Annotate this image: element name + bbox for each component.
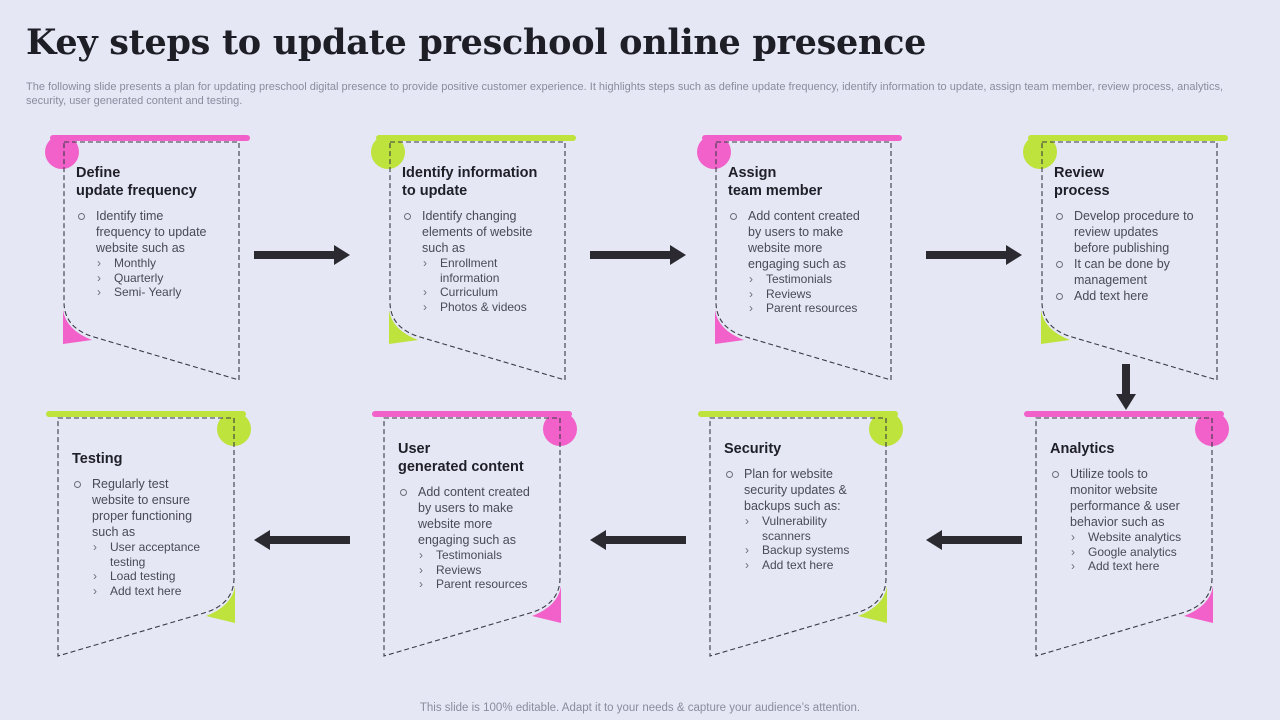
step-sub-item: › Photos & videos bbox=[422, 300, 562, 315]
arrow-right-icon bbox=[926, 245, 1022, 265]
step-bullet bbox=[728, 208, 888, 316]
arrow-left-icon bbox=[926, 530, 1022, 550]
step-bullet-list bbox=[728, 208, 888, 316]
step-sub-item: › Quarterly bbox=[96, 271, 236, 286]
step-sub-list bbox=[744, 514, 884, 572]
step-bullet-list bbox=[76, 208, 236, 300]
card-content bbox=[402, 164, 562, 314]
step-title: Identify information to update bbox=[402, 165, 538, 199]
step-sub-item: › Load testing bbox=[92, 569, 232, 584]
step-sub-item: › Enrollment information bbox=[422, 256, 562, 285]
step-bullet-text: Identify time frequency to update website such as bbox=[96, 209, 207, 255]
card-accent-bar bbox=[46, 411, 246, 417]
step-card-user-generated-content bbox=[370, 408, 580, 658]
step-bullet-list bbox=[402, 208, 562, 314]
arrow-left-icon bbox=[254, 530, 350, 550]
step-sub-item: › Testimonials bbox=[418, 548, 558, 563]
step-bullet bbox=[72, 476, 232, 598]
step-bullet-text: Add content created by users to make website more engaging such as bbox=[418, 485, 530, 547]
step-bullet-text: It can be done by management bbox=[1074, 257, 1170, 287]
step-bullet bbox=[398, 484, 558, 592]
step-title: User generated content bbox=[398, 441, 524, 475]
card-content bbox=[1054, 164, 1214, 304]
footer-note: This slide is 100% editable. Adapt it to your needs & capture your audience’s attention. bbox=[419, 702, 861, 714]
step-bullet bbox=[76, 208, 236, 300]
step-sub-list bbox=[92, 540, 232, 598]
arrow-left-icon bbox=[590, 530, 686, 550]
card-accent-corner bbox=[858, 586, 887, 623]
step-bullet-list bbox=[398, 484, 558, 592]
step-sub-item: › Vulnerability scanners bbox=[744, 514, 884, 543]
arrow-right-icon bbox=[590, 245, 686, 265]
card-content bbox=[76, 164, 236, 300]
step-bullet-text: Develop procedure to review updates before publishing bbox=[1074, 209, 1194, 255]
step-bullet-text: Plan for website security updates & backups such as: bbox=[744, 467, 847, 513]
card-accent-bar bbox=[372, 411, 572, 417]
step-title: Define update frequency bbox=[76, 165, 197, 199]
card-accent-corner bbox=[532, 586, 561, 623]
step-sub-item: › Reviews bbox=[418, 563, 558, 578]
card-accent-bar bbox=[698, 411, 898, 417]
page-subtitle: The following slide presents a plan for updating preschool digital presence to provide positive customer experience. It highlights steps such as define update frequency, identify information to update, assign team member, review process, analytics, security, user generated content and testing. bbox=[26, 81, 1224, 107]
step-bullet-list bbox=[72, 476, 232, 598]
step-sub-item: › Add text here bbox=[744, 558, 884, 573]
step-bullet bbox=[1054, 208, 1214, 256]
card-accent-corner bbox=[389, 310, 418, 344]
card-content bbox=[728, 164, 888, 316]
step-sub-item: › Google analytics bbox=[1070, 545, 1210, 560]
step-sub-item: › Semi- Yearly bbox=[96, 285, 236, 300]
step-sub-item: › Curriculum bbox=[422, 285, 562, 300]
card-content bbox=[724, 440, 884, 572]
step-sub-list bbox=[1070, 530, 1210, 574]
step-bullet-text: Add text here bbox=[1074, 289, 1149, 303]
card-content bbox=[1050, 440, 1210, 574]
step-sub-list bbox=[748, 272, 888, 316]
step-bullet-list bbox=[724, 466, 884, 572]
step-card-testing bbox=[44, 408, 254, 658]
step-sub-item: › Reviews bbox=[748, 287, 888, 302]
step-bullet bbox=[1054, 256, 1214, 288]
step-card-review-process bbox=[1022, 132, 1232, 382]
arrow-down-icon bbox=[1116, 364, 1136, 410]
step-bullet-list bbox=[1054, 208, 1214, 304]
step-sub-item: › Website analytics bbox=[1070, 530, 1210, 545]
arrow-right-icon bbox=[254, 245, 350, 265]
card-content bbox=[72, 450, 232, 598]
step-bullet-text: Add content created by users to make website more engaging such as bbox=[748, 209, 860, 271]
card-accent-bar bbox=[702, 135, 902, 141]
step-card-identify-information bbox=[370, 132, 580, 382]
step-title: Assign team member bbox=[728, 165, 823, 199]
step-card-security bbox=[696, 408, 906, 658]
step-sub-item: › Parent resources bbox=[748, 301, 888, 316]
step-sub-item: › Backup systems bbox=[744, 543, 884, 558]
card-accent-circle bbox=[45, 135, 79, 169]
card-content bbox=[398, 440, 558, 592]
step-title: Testing bbox=[72, 451, 123, 467]
step-sub-item: › User acceptance testing bbox=[92, 540, 232, 569]
card-accent-bar bbox=[1028, 135, 1228, 141]
step-sub-list bbox=[418, 548, 558, 592]
step-bullet bbox=[724, 466, 884, 572]
page-title: Key steps to update preschool online presence bbox=[26, 22, 927, 63]
step-bullet bbox=[1050, 466, 1210, 574]
step-bullet bbox=[1054, 288, 1214, 304]
step-sub-list bbox=[422, 256, 562, 314]
card-accent-circle bbox=[371, 135, 405, 169]
card-accent-corner bbox=[1041, 310, 1070, 344]
step-sub-item: › Parent resources bbox=[418, 577, 558, 592]
step-card-analytics bbox=[1022, 408, 1232, 658]
step-bullet-text: Utilize tools to monitor website performance & user behavior such as bbox=[1070, 467, 1180, 529]
card-accent-bar bbox=[376, 135, 576, 141]
step-title: Security bbox=[724, 441, 782, 457]
step-sub-item: › Monthly bbox=[96, 256, 236, 271]
card-accent-bar bbox=[1024, 411, 1224, 417]
card-accent-bar bbox=[50, 135, 250, 141]
card-accent-corner bbox=[63, 310, 92, 344]
card-accent-circle bbox=[1023, 135, 1057, 169]
card-accent-circle bbox=[697, 135, 731, 169]
step-bullet-list bbox=[1050, 466, 1210, 574]
step-title: Analytics bbox=[1050, 441, 1115, 457]
step-title: Review process bbox=[1054, 165, 1110, 199]
step-bullet bbox=[402, 208, 562, 314]
step-sub-item: › Add text here bbox=[1070, 559, 1210, 574]
step-sub-item: › Add text here bbox=[92, 584, 232, 599]
step-sub-list bbox=[96, 256, 236, 300]
step-card-assign-team-member bbox=[696, 132, 906, 382]
card-accent-corner bbox=[1184, 586, 1213, 623]
step-bullet-text: Regularly test website to ensure proper functioning such as bbox=[92, 477, 193, 539]
step-card-define-update-frequency bbox=[44, 132, 254, 382]
step-sub-item: › Testimonials bbox=[748, 272, 888, 287]
step-bullet-text: Identify changing elements of website such as bbox=[422, 209, 533, 255]
